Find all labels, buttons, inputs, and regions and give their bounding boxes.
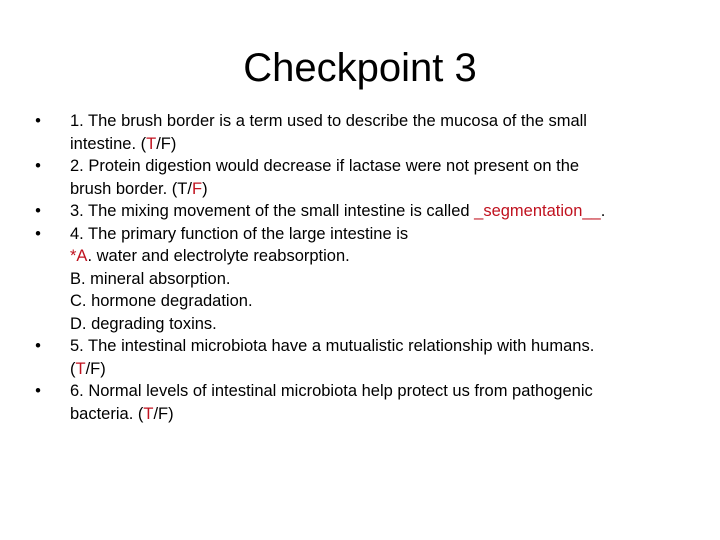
question-6	[35, 380, 690, 425]
bullet-icon: •	[35, 112, 41, 130]
question-list	[35, 110, 690, 425]
question-3-suffix: .	[600, 202, 606, 220]
question-2-text: 2. Protein digestion would decrease if lactase were not present on the	[70, 157, 580, 175]
question-1-suffix: /F)	[156, 134, 177, 153]
question-2-prefix: brush border. (T/	[70, 179, 192, 198]
question-4-answer: *A	[70, 247, 88, 265]
question-2-answer: F	[191, 179, 203, 198]
question-6-suffix: /F)	[153, 404, 174, 423]
question-2-answer-line	[70, 178, 690, 201]
question-5-prefix: (	[70, 359, 76, 378]
question-2	[35, 155, 690, 200]
question-4-option-a	[70, 245, 690, 268]
bullet-icon: •	[35, 157, 41, 175]
slide-title: Checkpoint 3	[243, 46, 477, 90]
question-6-answer-line	[70, 403, 690, 426]
question-1-answer: T	[146, 134, 157, 153]
question-4-option-b: B. mineral absorption.	[70, 269, 231, 288]
question-5-suffix: /F)	[85, 359, 106, 378]
question-5-answer: T	[75, 359, 86, 378]
bullet-icon: •	[35, 202, 41, 220]
question-1-prefix: intestine. (	[70, 134, 147, 153]
question-1	[35, 110, 690, 155]
question-4	[35, 223, 690, 336]
question-1-answer-line	[70, 133, 690, 156]
bullet-icon: •	[35, 337, 41, 355]
question-4-option-d: D. degrading toxins.	[70, 314, 217, 333]
question-5-text: 5. The intestinal microbiota have a mutualistic relationship with humans.	[70, 337, 595, 355]
question-6-prefix: bacteria. (	[70, 404, 144, 423]
bullet-icon: •	[35, 224, 41, 243]
question-6-answer: T	[143, 404, 154, 423]
question-3-text: 3. The mixing movement of the small intestine is called	[70, 202, 475, 220]
question-1-text: 1. The brush border is a term used to describe the mucosa of the small	[70, 112, 587, 130]
question-6-text: 6. Normal levels of intestinal microbiota help protect us from pathogenic	[70, 382, 593, 400]
question-5	[35, 335, 690, 380]
bullet-icon: •	[35, 382, 41, 400]
question-4-option-a-text: . water and electrolyte reabsorption.	[87, 247, 350, 265]
question-4-option-c: C. hormone degradation.	[70, 292, 253, 310]
question-3-line	[70, 200, 690, 223]
question-3-answer: _segmentation__	[474, 202, 601, 220]
question-2-suffix: )	[202, 179, 208, 198]
question-3	[35, 200, 690, 223]
question-4-text: 4. The primary function of the large intestine is	[70, 224, 409, 243]
question-5-answer-line	[70, 358, 690, 381]
